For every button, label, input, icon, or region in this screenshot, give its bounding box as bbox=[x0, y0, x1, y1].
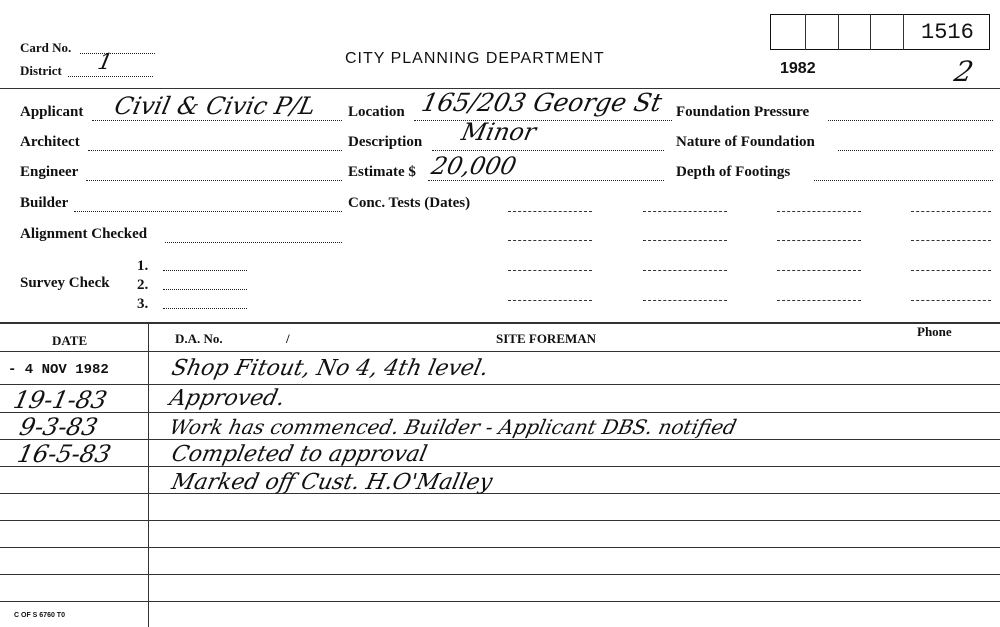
estimate-line bbox=[428, 180, 664, 181]
conc-test-line bbox=[777, 270, 861, 271]
applicant-value: Civil & Civic P/L bbox=[112, 92, 319, 120]
applicant-line bbox=[92, 120, 342, 121]
location-label: Location bbox=[348, 104, 405, 120]
estimate-label: Estimate $ bbox=[348, 164, 416, 180]
conc-test-line bbox=[508, 240, 592, 241]
row-rule bbox=[0, 547, 1000, 548]
card-no-line bbox=[80, 53, 155, 54]
conc-test-line bbox=[508, 270, 592, 271]
district-line bbox=[68, 76, 153, 77]
conc-test-line bbox=[643, 211, 727, 212]
conc-test-line bbox=[508, 211, 592, 212]
log-entry: Marked off Cust. H.O'Malley bbox=[169, 470, 495, 495]
conc-test-line bbox=[508, 300, 592, 301]
log-entry: Work has commenced. Builder - Applicant DBS. notified bbox=[167, 415, 739, 439]
box-divider bbox=[805, 14, 806, 50]
date-header: DATE bbox=[52, 333, 88, 348]
conc-test-line bbox=[777, 300, 861, 301]
log-date: 16-5-83 bbox=[15, 440, 114, 468]
conc-test-line bbox=[777, 240, 861, 241]
conc-test-line bbox=[643, 300, 727, 301]
alignment-line bbox=[165, 242, 342, 243]
row-rule bbox=[0, 412, 1000, 413]
conc-test-line bbox=[911, 211, 991, 212]
form-code: C OF S 6760 T0 bbox=[14, 612, 65, 619]
survey-1-line bbox=[163, 270, 247, 271]
description-label: Description bbox=[348, 134, 423, 150]
survey-1-label: 1. bbox=[137, 258, 149, 274]
card-number: 1516 bbox=[921, 20, 974, 45]
district-value: 1 bbox=[95, 50, 115, 75]
survey-3-line bbox=[163, 308, 247, 309]
conc-test-line bbox=[911, 270, 991, 271]
table-top-rule bbox=[0, 322, 1000, 324]
row-rule bbox=[0, 601, 1000, 602]
row-rule bbox=[0, 351, 1000, 352]
card-suffix: 2 bbox=[951, 55, 977, 88]
survey-2-label: 2. bbox=[137, 277, 149, 293]
box-divider bbox=[838, 14, 839, 50]
box-divider bbox=[903, 14, 904, 50]
builder-label: Builder bbox=[20, 195, 69, 211]
conc-test-line bbox=[643, 270, 727, 271]
date-column-divider bbox=[148, 322, 149, 627]
conc-test-line bbox=[643, 240, 727, 241]
estimate-value: 20,000 bbox=[429, 152, 519, 180]
depth-footings-label: Depth of Footings bbox=[676, 164, 791, 180]
site-foreman-header: SITE FOREMAN bbox=[496, 331, 597, 346]
row-rule bbox=[0, 520, 1000, 521]
foundation-pressure-label: Foundation Pressure bbox=[676, 104, 810, 120]
log-date: 9-3-83 bbox=[17, 413, 101, 441]
location-line bbox=[414, 120, 672, 121]
survey-3-label: 3. bbox=[137, 296, 149, 312]
da-value: / bbox=[286, 331, 290, 346]
nature-foundation-line bbox=[838, 150, 993, 151]
architect-label: Architect bbox=[20, 134, 80, 150]
log-entry: Completed to approval bbox=[169, 442, 430, 467]
applicant-label: Applicant bbox=[20, 104, 84, 120]
foundation-pressure-line bbox=[828, 120, 993, 121]
conc-test-line bbox=[777, 211, 861, 212]
conc-test-line bbox=[911, 300, 991, 301]
da-header: D.A. No. bbox=[175, 331, 223, 346]
log-date: - 4 NOV 1982 bbox=[8, 362, 109, 378]
card-year: 1982 bbox=[780, 60, 816, 77]
conc-tests-label: Conc. Tests (Dates) bbox=[348, 195, 471, 211]
builder-line bbox=[74, 211, 342, 212]
box-divider bbox=[870, 14, 871, 50]
location-value: 165/203 George St bbox=[418, 88, 665, 117]
survey-label: Survey Check bbox=[20, 275, 110, 291]
log-entry: Approved. bbox=[167, 386, 288, 411]
phone-header: Phone bbox=[917, 324, 952, 339]
row-rule bbox=[0, 493, 1000, 494]
row-rule bbox=[0, 384, 1000, 385]
alignment-label: Alignment Checked bbox=[20, 226, 148, 242]
card-no-label: Card No. bbox=[20, 40, 72, 55]
engineer-line bbox=[86, 180, 342, 181]
row-rule bbox=[0, 574, 1000, 575]
log-date: 19-1-83 bbox=[11, 386, 110, 414]
nature-foundation-label: Nature of Foundation bbox=[676, 134, 815, 150]
description-value: Minor bbox=[459, 118, 539, 146]
district-label: District bbox=[20, 63, 62, 78]
architect-line bbox=[88, 150, 342, 151]
log-entry: Shop Fitout, No 4, 4th level. bbox=[169, 356, 491, 381]
description-line bbox=[432, 150, 664, 151]
survey-2-line bbox=[163, 289, 247, 290]
depth-footings-line bbox=[814, 180, 993, 181]
row-rule bbox=[0, 439, 1000, 440]
row-rule bbox=[0, 466, 1000, 467]
engineer-label: Engineer bbox=[20, 164, 79, 180]
department-title: CITY PLANNING DEPARTMENT bbox=[345, 50, 605, 67]
conc-test-line bbox=[911, 240, 991, 241]
